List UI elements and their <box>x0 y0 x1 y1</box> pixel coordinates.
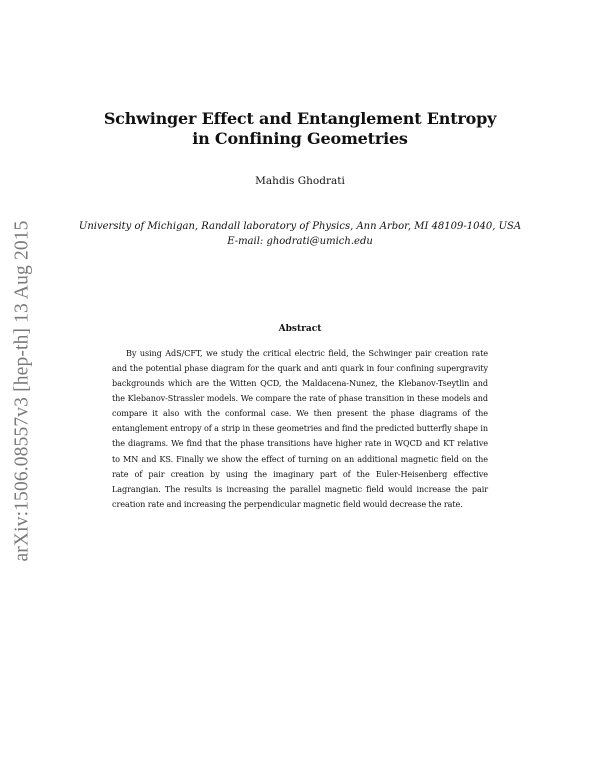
author-affiliation-block <box>0 219 600 249</box>
author-name: Mahdis Ghodrati <box>255 175 345 187</box>
paper-title-line-2: in Confining Geometries <box>192 129 408 148</box>
affiliation-line: University of Michigan, Randall laboratory of Physics, Ann Arbor, MI 48109-1040, USA <box>78 221 522 232</box>
abstract-body: By using AdS/CFT, we study the critical electric field, the Schwinger pair creation rate and the potential phase diagram for the quark and anti quark in four confining supergravity backgrounds which are the Witten QCD, the Maldacena-Nunez, the Klebanov-Tseytlin and the Klebanov-Strassler models. We compare the rate of phase transition in these models and compare it also with the conformal case. We then present the phase diagrams of the entanglement entropy of a strip in these geometries and find the predicted butterfly shape in the diagrams. We find that the phase transitions have higher rate in WQCD and KT relative to MN and KS. Finally we show the effect of turning on an additional magnetic field on the rate of pair creation by using the imaginary part of the Euler-Heisenberg effective Lagrangian. The results is increasing the parallel magnetic field would increase the pair creation rate and increasing the perpendicular magnetic field would decrease the rate. <box>112 348 488 509</box>
author-email: E-mail: ghodrati@umich.edu <box>227 236 373 247</box>
paper-title <box>0 109 600 149</box>
paper-title-line-1: Schwinger Effect and Entanglement Entropy <box>103 109 497 128</box>
arxiv-identifier-text: arXiv:1506.08557v3 [hep-th] 13 Aug 2015 <box>12 220 34 562</box>
abstract-heading: Abstract <box>278 324 322 334</box>
arxiv-identifier-stamp <box>7 206 39 576</box>
